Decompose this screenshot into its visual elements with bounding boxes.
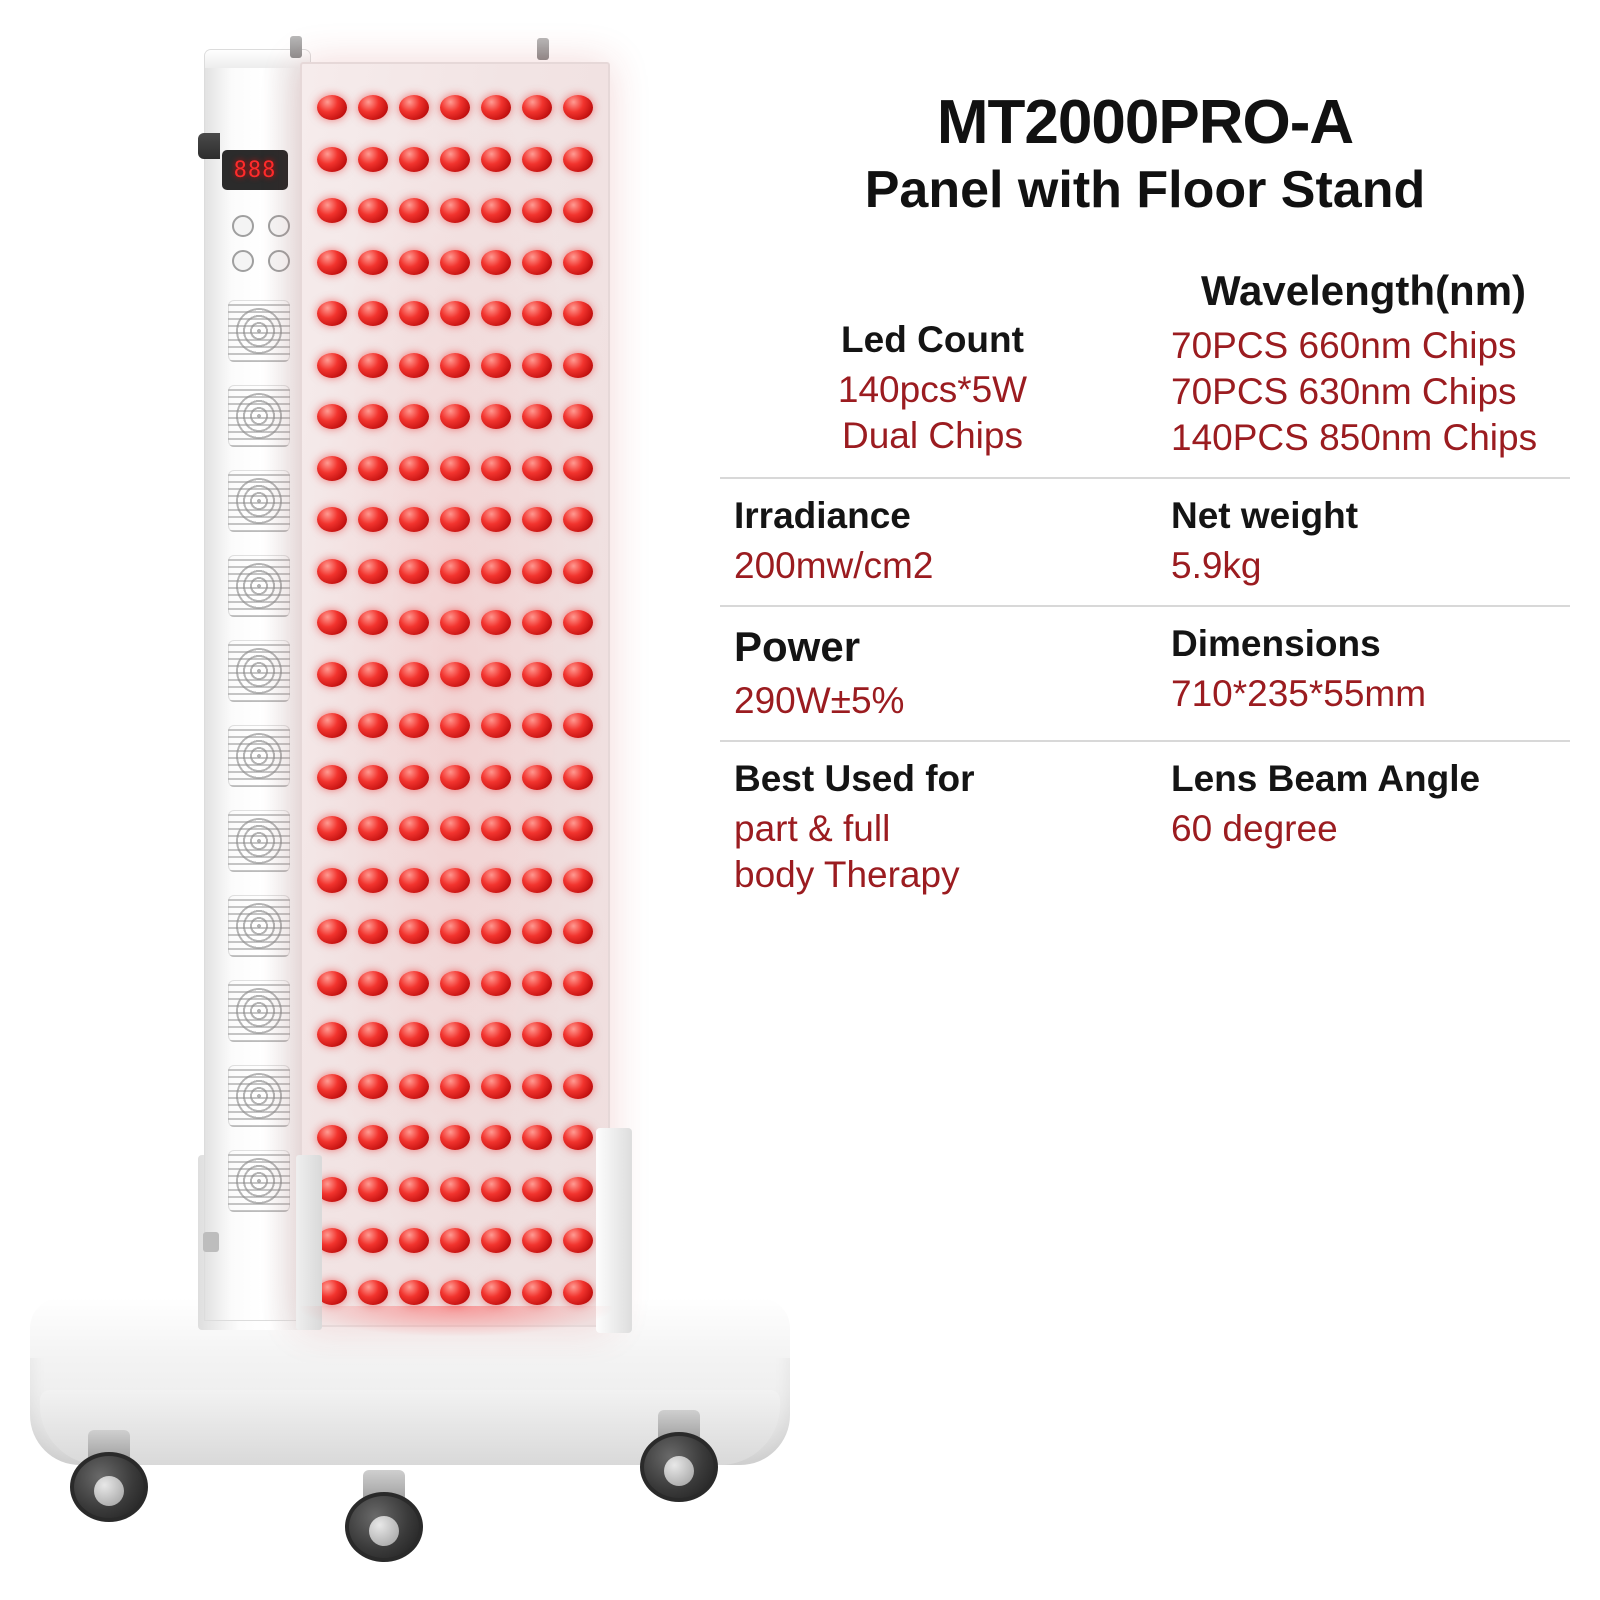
- led-diode: [399, 765, 429, 790]
- spec-row: [720, 251, 1570, 479]
- led-diode: [358, 456, 388, 481]
- led-diode: [358, 1074, 388, 1099]
- led-diode: [440, 713, 470, 738]
- led-diode: [563, 559, 593, 584]
- device-display: [222, 150, 288, 190]
- led-diode: [563, 1280, 593, 1305]
- led-diode: [317, 765, 347, 790]
- led-diode: [481, 353, 511, 378]
- led-diode: [481, 301, 511, 326]
- spec-value-line: Dual Chips: [842, 415, 1023, 457]
- led-diode: [440, 1280, 470, 1305]
- led-diode: [522, 1125, 552, 1150]
- led-diode: [563, 868, 593, 893]
- led-diode: [399, 559, 429, 584]
- led-diode: [522, 1177, 552, 1202]
- led-diode: [522, 95, 552, 120]
- led-diode: [440, 95, 470, 120]
- panel-bracket-right: [596, 1128, 632, 1333]
- led-diode: [522, 765, 552, 790]
- led-diode: [440, 507, 470, 532]
- led-diode: [399, 610, 429, 635]
- led-diode: [481, 198, 511, 223]
- caster-hub: [369, 1516, 399, 1546]
- led-grid: [312, 82, 598, 1315]
- led-diode: [440, 456, 470, 481]
- display-value: 888: [233, 157, 277, 183]
- led-diode: [399, 353, 429, 378]
- spec-value: [1171, 323, 1556, 461]
- led-diode: [440, 919, 470, 944]
- led-diode: [399, 662, 429, 687]
- control-button-down[interactable]: [268, 250, 290, 272]
- led-panel: [300, 62, 610, 1327]
- led-diode: [358, 765, 388, 790]
- spec-label: Irradiance: [734, 495, 911, 537]
- led-diode: [317, 250, 347, 275]
- led-diode: [399, 1074, 429, 1099]
- led-diode: [358, 147, 388, 172]
- led-diode: [481, 1177, 511, 1202]
- led-diode: [399, 1228, 429, 1253]
- led-diode: [481, 713, 511, 738]
- led-diode: [440, 250, 470, 275]
- led-diode: [317, 301, 347, 326]
- led-diode: [317, 1022, 347, 1047]
- spec-value-line: 290W±5%: [734, 679, 905, 721]
- spec-cell-dimensions: [1145, 621, 1570, 723]
- led-diode: [481, 559, 511, 584]
- led-diode: [440, 1074, 470, 1099]
- cooling-vent-icon: [228, 980, 290, 1042]
- led-diode: [358, 971, 388, 996]
- led-diode: [358, 816, 388, 841]
- led-diode: [522, 610, 552, 635]
- spec-value-line: 5.9kg: [1171, 545, 1262, 587]
- led-diode: [317, 971, 347, 996]
- spec-cell-irradiance: [720, 493, 1145, 589]
- spec-cell-beam-angle: [1145, 756, 1570, 898]
- led-diode: [358, 250, 388, 275]
- control-button-up[interactable]: [232, 250, 254, 272]
- spec-label: Best Used for: [734, 757, 975, 799]
- spec-value: [734, 367, 1131, 459]
- cooling-vent-icon: [228, 725, 290, 787]
- led-diode: [563, 971, 593, 996]
- led-diode: [358, 404, 388, 429]
- led-diode: [481, 1280, 511, 1305]
- led-diode: [440, 765, 470, 790]
- caster-hub: [664, 1456, 694, 1486]
- cooling-vent-icon: [228, 810, 290, 872]
- spec-panel: [720, 90, 1570, 914]
- led-diode: [440, 404, 470, 429]
- led-diode: [399, 147, 429, 172]
- led-diode: [440, 301, 470, 326]
- led-diode: [358, 1177, 388, 1202]
- led-diode: [563, 507, 593, 532]
- led-diode: [481, 1228, 511, 1253]
- led-diode: [358, 95, 388, 120]
- led-diode: [563, 250, 593, 275]
- led-diode: [358, 353, 388, 378]
- spec-cell-led-count: [720, 265, 1145, 461]
- led-diode: [358, 507, 388, 532]
- led-diode: [481, 1125, 511, 1150]
- spec-cell-net-weight: [1145, 493, 1570, 589]
- led-diode: [522, 301, 552, 326]
- led-diode: [317, 559, 347, 584]
- led-diode: [317, 456, 347, 481]
- led-diode: [317, 610, 347, 635]
- led-diode: [481, 610, 511, 635]
- led-diode: [563, 1074, 593, 1099]
- led-diode: [317, 404, 347, 429]
- cooling-vent-icon: [228, 470, 290, 532]
- spec-value: [734, 543, 1131, 589]
- led-diode: [563, 1125, 593, 1150]
- led-diode: [522, 559, 552, 584]
- led-diode: [358, 1022, 388, 1047]
- cooling-vent-icon: [228, 640, 290, 702]
- led-diode: [563, 456, 593, 481]
- led-diode: [563, 1177, 593, 1202]
- led-diode: [317, 868, 347, 893]
- led-diode: [481, 765, 511, 790]
- led-diode: [317, 662, 347, 687]
- led-diode: [481, 816, 511, 841]
- spec-value-line: 60 degree: [1171, 807, 1338, 849]
- led-diode: [481, 147, 511, 172]
- led-diode: [440, 816, 470, 841]
- led-diode: [399, 507, 429, 532]
- led-diode: [563, 919, 593, 944]
- led-diode: [399, 971, 429, 996]
- led-diode: [522, 971, 552, 996]
- caster-wheel: [345, 1470, 423, 1562]
- led-diode: [317, 95, 347, 120]
- led-diode: [481, 919, 511, 944]
- spec-label: Net weight: [1171, 495, 1359, 537]
- spec-cell-power: [720, 621, 1145, 723]
- led-diode: [358, 559, 388, 584]
- lower-port-icon: [203, 1232, 219, 1252]
- led-diode: [563, 1022, 593, 1047]
- led-diode: [317, 919, 347, 944]
- spec-label: Led Count: [841, 318, 1024, 360]
- caster-hub: [94, 1476, 124, 1506]
- led-diode: [563, 662, 593, 687]
- led-diode: [522, 1280, 552, 1305]
- led-diode: [522, 1074, 552, 1099]
- led-diode: [399, 868, 429, 893]
- led-diode: [358, 1228, 388, 1253]
- led-diode: [522, 507, 552, 532]
- led-diode: [563, 610, 593, 635]
- spec-value: [734, 806, 1131, 898]
- led-diode: [522, 147, 552, 172]
- led-diode: [481, 868, 511, 893]
- led-diode: [399, 301, 429, 326]
- led-diode: [522, 816, 552, 841]
- led-diode: [563, 301, 593, 326]
- led-diode: [358, 662, 388, 687]
- led-diode: [440, 198, 470, 223]
- spec-table: [720, 251, 1570, 914]
- spec-value: [1171, 671, 1556, 717]
- led-diode: [399, 198, 429, 223]
- led-diode: [522, 456, 552, 481]
- led-diode: [399, 1177, 429, 1202]
- led-diode: [399, 456, 429, 481]
- spec-value-line: 140pcs*5W: [837, 369, 1028, 411]
- cooling-vent-icon: [228, 300, 290, 362]
- led-diode: [522, 868, 552, 893]
- caster-wheel: [70, 1430, 148, 1522]
- mount-bolt-icon: [537, 38, 549, 60]
- led-diode: [563, 404, 593, 429]
- led-diode: [440, 1228, 470, 1253]
- led-diode: [317, 816, 347, 841]
- spec-value-line: 70PCS 660nm Chips: [1171, 325, 1517, 367]
- led-diode: [358, 1125, 388, 1150]
- led-diode: [522, 198, 552, 223]
- led-diode: [481, 250, 511, 275]
- led-diode: [317, 353, 347, 378]
- led-diode: [440, 353, 470, 378]
- led-diode: [481, 971, 511, 996]
- led-diode: [358, 713, 388, 738]
- cooling-vent-icon: [228, 895, 290, 957]
- led-diode: [563, 147, 593, 172]
- spec-row: [720, 607, 1570, 741]
- spec-label: Power: [734, 623, 861, 671]
- spec-label: Dimensions: [1171, 623, 1381, 665]
- spec-value-line: 710*235*55mm: [1171, 673, 1427, 715]
- led-diode: [399, 95, 429, 120]
- spec-value-line: body Therapy: [734, 853, 960, 895]
- led-diode: [399, 250, 429, 275]
- mount-bolt-icon: [290, 36, 302, 58]
- led-diode: [563, 198, 593, 223]
- led-diode: [522, 1228, 552, 1253]
- led-diode: [317, 1125, 347, 1150]
- led-diode: [481, 1074, 511, 1099]
- led-diode: [317, 507, 347, 532]
- led-diode: [563, 353, 593, 378]
- led-diode: [563, 95, 593, 120]
- spec-value: [734, 678, 1131, 724]
- led-diode: [358, 610, 388, 635]
- cooling-vent-icon: [228, 1150, 290, 1212]
- led-diode: [522, 353, 552, 378]
- panel-floor-glow: [300, 1306, 612, 1336]
- spec-cell-wavelength: [1145, 265, 1570, 461]
- led-diode: [399, 404, 429, 429]
- spec-value-line: part & full: [734, 807, 891, 849]
- spec-value: [1171, 806, 1556, 852]
- led-diode: [563, 1228, 593, 1253]
- led-diode: [317, 713, 347, 738]
- led-diode: [563, 713, 593, 738]
- led-diode: [522, 404, 552, 429]
- control-button-power[interactable]: [232, 215, 254, 237]
- led-diode: [399, 816, 429, 841]
- led-diode: [481, 1022, 511, 1047]
- led-diode: [358, 198, 388, 223]
- led-diode: [522, 919, 552, 944]
- led-diode: [399, 1280, 429, 1305]
- led-diode: [481, 507, 511, 532]
- led-diode: [358, 1280, 388, 1305]
- spec-value-line: 70PCS 630nm Chips: [1171, 371, 1517, 413]
- spec-cell-best-used-for: [720, 756, 1145, 898]
- led-diode: [358, 919, 388, 944]
- led-diode: [481, 404, 511, 429]
- led-diode: [440, 868, 470, 893]
- led-diode: [481, 456, 511, 481]
- led-diode: [399, 919, 429, 944]
- led-diode: [399, 713, 429, 738]
- spec-value: [1171, 543, 1556, 589]
- spec-label: Wavelength(nm): [1200, 266, 1527, 314]
- control-button-mode[interactable]: [268, 215, 290, 237]
- led-diode: [440, 559, 470, 584]
- led-diode: [440, 662, 470, 687]
- led-diode: [440, 1022, 470, 1047]
- led-diode: [440, 971, 470, 996]
- spec-row: [720, 479, 1570, 607]
- spec-value-line: 140PCS 850nm Chips: [1171, 417, 1538, 459]
- cooling-vent-icon: [228, 1065, 290, 1127]
- panel-bracket-left: [296, 1155, 322, 1330]
- led-diode: [522, 250, 552, 275]
- led-diode: [522, 713, 552, 738]
- cooling-vent-icon: [228, 385, 290, 447]
- cooling-vent-icon: [228, 555, 290, 617]
- led-diode: [440, 147, 470, 172]
- led-diode: [358, 301, 388, 326]
- led-diode: [563, 765, 593, 790]
- power-port-icon: [198, 133, 220, 159]
- page-title: MT2000PRO-A: [936, 88, 1354, 157]
- led-diode: [440, 1125, 470, 1150]
- led-diode: [317, 147, 347, 172]
- led-diode: [317, 198, 347, 223]
- led-diode: [317, 1074, 347, 1099]
- led-diode: [399, 1022, 429, 1047]
- led-diode: [440, 610, 470, 635]
- spec-label: Lens Beam Angle: [1171, 757, 1481, 799]
- led-diode: [563, 816, 593, 841]
- led-diode: [522, 1022, 552, 1047]
- led-diode: [358, 868, 388, 893]
- spec-row: [720, 742, 1570, 914]
- caster-wheel: [640, 1410, 718, 1502]
- led-diode: [440, 1177, 470, 1202]
- led-diode: [399, 1125, 429, 1150]
- led-diode: [522, 662, 552, 687]
- led-diode: [481, 662, 511, 687]
- page-subtitle: Panel with Floor Stand: [864, 161, 1426, 220]
- spec-value-line: 200mw/cm2: [734, 545, 934, 587]
- led-diode: [481, 95, 511, 120]
